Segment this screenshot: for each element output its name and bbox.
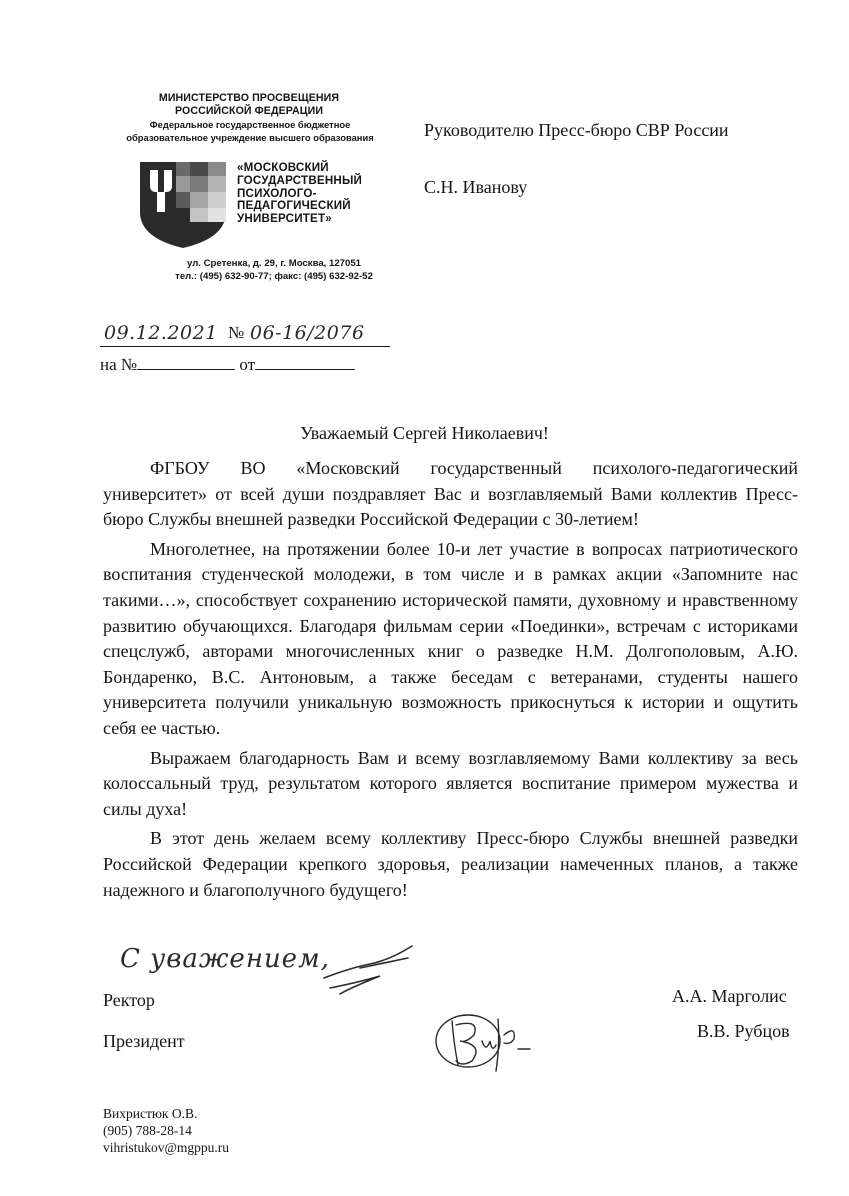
signatory-name: А.А. Марголис: [672, 986, 787, 1006]
contact-email: vihristukov@mgppu.ru: [103, 1140, 230, 1155]
greeting: Уважаемый Сергей Николаевич!: [300, 423, 549, 443]
letter-body: [103, 456, 798, 907]
contact-block: [103, 1105, 229, 1156]
paragraph: В этот день желаем всему коллективу Пресс-бюро Службы внешней разведки Российской Федерации крепкого здоровья, реализации намеченных планов, а также надежного и благополучного будущего!: [103, 828, 798, 900]
paragraph: ФГБОУ ВО «Московский государственный психолого-педагогический университет» от всей души поздравляет Вас и возглавляемый Вами коллектив Пресс-бюро Службы внешней разведки Российской Федерации с 30-летием!: [103, 458, 798, 530]
rector-signature: [320, 938, 420, 998]
addressee-position: Руководителю Пресс-бюро СВР России: [424, 120, 729, 140]
closing-handwritten: С уважением,: [120, 944, 330, 974]
paragraph: Многолетнее, на протяжении более 10-и лет участие в вопросах патриотического воспитания студенческой молодежи, в том числе и в рамках акции «Запомните нас такими…», способствует сохранению исторической памяти, духовному и нравственному развитию обучающихся. Благодаря фильмам серии «Поединки», встречам с историками спецслужб, авторами многочисленных книг о разведке Н.М. Долгополовым, А.Ю. Бондаренко, В.С. Антоновым, а также беседам с ветеранами, студенты нашего университета получили уникальную возможность прикоснуться к истории и ощутить себя ее частью.: [103, 538, 798, 738]
registration-number: 06-16/2076: [250, 322, 365, 344]
from-blank: [255, 355, 355, 370]
university-logo: [138, 160, 228, 250]
registration-underline: [100, 346, 390, 347]
contact-name: Вихристюк О.В.: [103, 1106, 198, 1121]
contact-phone: (905) 788-28-14: [103, 1123, 192, 1138]
signatory-role: Ректор: [103, 990, 155, 1010]
reference-line: [100, 355, 355, 375]
signatory-name: В.В. Рубцов: [697, 1021, 790, 1041]
university-address: ул. Сретенка, д. 29, г. Москва, 127051 тел.: (495) 632-90-77; факс: (495) 632-92-52: [175, 258, 373, 282]
reference-blank: [137, 355, 235, 370]
institution-type: Федеральное государственное бюджетное образовательное учреждение высшего образования: [126, 119, 374, 143]
president-signature: [430, 1005, 540, 1075]
ministry-name: МИНИСТЕРСТВО ПРОСВЕЩЕНИЯ РОССИЙСКОЙ ФЕДЕРАЦИИ: [158, 92, 340, 117]
university-name: «МОСКОВСКИЙ ГОСУДАРСТВЕННЫЙ ПСИХОЛОГО- ПЕДАГОГИЧЕСКИЙ УНИВЕРСИТЕТ»: [237, 161, 363, 226]
from-label: от: [239, 355, 256, 374]
reference-label: на №: [100, 355, 138, 374]
registration-number-label: №: [228, 323, 245, 342]
paragraph: Выражаем благодарность Вам и всему возглавляемому Вами коллективу за весь колоссальный труд, результатом которого является воспитание примером мужества и силы духа!: [103, 747, 798, 819]
registration-date: 09.12.2021: [104, 322, 218, 344]
registration-line: [100, 322, 390, 348]
signatory-role: Президент: [103, 1031, 185, 1051]
addressee-block: [424, 118, 729, 199]
addressee-name: С.Н. Иванову: [424, 177, 528, 197]
